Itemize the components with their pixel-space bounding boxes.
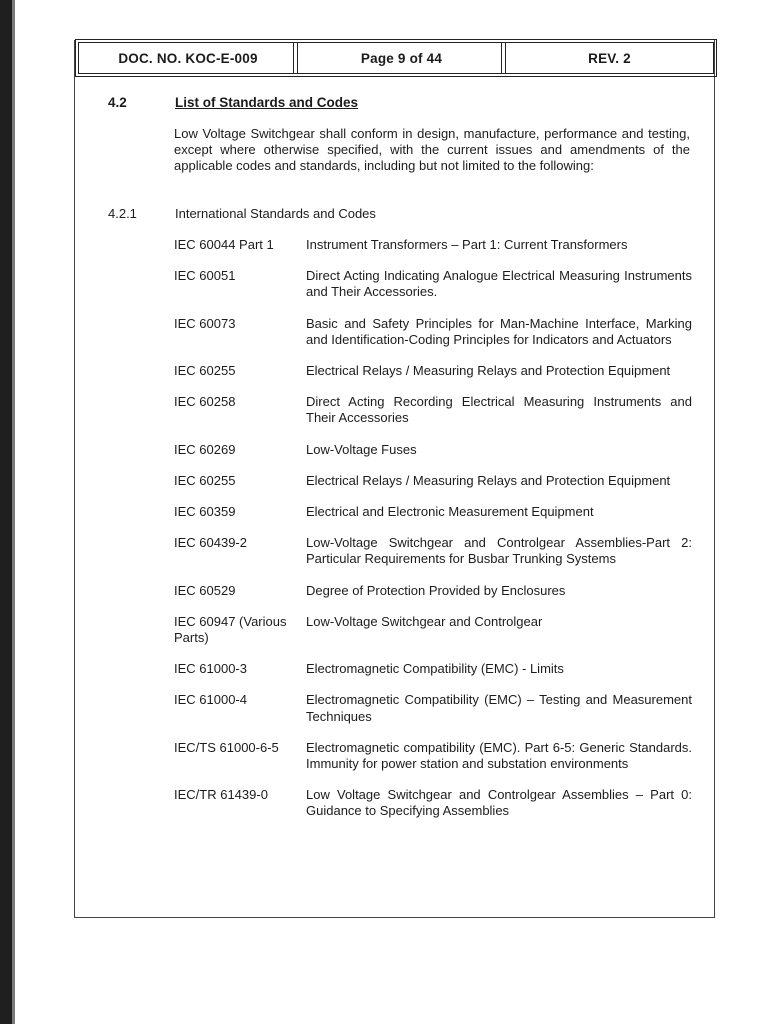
standard-description: Electromagnetic Compatibility (EMC) – Testing and Measurement Techniques: [306, 692, 692, 724]
subsection-title: International Standards and Codes: [175, 206, 376, 221]
doc-number-cell: DOC. NO. KOC-E-009: [79, 43, 298, 73]
standard-description: Direct Acting Recording Electrical Measuring Instruments and Their Accessories: [306, 394, 692, 426]
scan-edge-shadow: [0, 0, 12, 1024]
standard-row: [174, 583, 692, 599]
section-title: List of Standards and Codes: [175, 95, 359, 110]
revision-cell: REV. 2: [588, 50, 631, 66]
standard-description: Electromagnetic compatibility (EMC). Part 6-5: Generic Standards. Immunity for power station and substation environments: [306, 739, 692, 772]
standard-description: Degree of Protection Provided by Enclosures: [306, 582, 566, 598]
standard-row: [174, 614, 692, 646]
standard-code: IEC 60258: [174, 394, 236, 410]
section-number: 4.2: [108, 95, 127, 110]
standard-row: [174, 268, 692, 300]
standard-description: Low Voltage Switchgear and Controlgear Assemblies – Part 0: Guidance to Specifying Assemblies: [306, 787, 692, 819]
standard-description: Low-Voltage Switchgear and Controlgear Assemblies-Part 2: Particular Requirements for Busbar Trunking Systems: [306, 535, 692, 567]
subsection-number: 4.2.1: [108, 206, 137, 221]
standard-description: Electrical and Electronic Measurement Equipment: [306, 504, 594, 520]
standards-list: [174, 237, 692, 820]
standard-code: IEC 60051: [174, 268, 236, 284]
standard-code: IEC/TS 61000-6-5: [174, 739, 279, 755]
standard-description: Instrument Transformers – Part 1: Current Transformers: [306, 237, 628, 252]
standard-code: IEC 60255: [174, 363, 236, 379]
standard-code: IEC 60529: [174, 582, 236, 598]
standard-code: IEC 60073: [174, 315, 236, 331]
document-header-table: [78, 42, 714, 74]
standard-code: IEC 60439-2: [174, 535, 247, 551]
standard-code: IEC 61000-4: [174, 692, 247, 708]
standard-row: [174, 787, 692, 819]
standard-row: [174, 504, 692, 520]
standard-row: [174, 394, 692, 426]
scan-edge-gradient: [12, 0, 15, 1024]
standard-row: [174, 692, 692, 724]
standard-code: IEC/TR 61439-0: [174, 787, 268, 803]
standard-description: Basic and Safety Principles for Man-Machine Interface, Marking and Identification-Coding Principles for Indicators and Actuators: [306, 315, 692, 347]
standard-code: IEC 60359: [174, 504, 236, 520]
standard-code: IEC 60947 (Various Parts): [174, 613, 287, 646]
standard-description: Low-Voltage Switchgear and Controlgear: [306, 613, 543, 629]
standard-row: [174, 473, 692, 489]
standard-row: [174, 535, 692, 567]
standard-description: Low-Voltage Fuses: [306, 441, 417, 457]
standard-row: [174, 316, 692, 348]
standard-row: [174, 442, 692, 458]
standard-code: IEC 61000-3: [174, 661, 247, 677]
standard-row: [174, 363, 692, 379]
standard-row: [174, 237, 692, 253]
section-intro-paragraph: Low Voltage Switchgear shall conform in design, manufacture, performance and testing, except where otherwise specified, with the current issues and amendments of the applicable codes and standards, including but not limited to the following:: [174, 126, 690, 174]
standard-description: Direct Acting Indicating Analogue Electrical Measuring Instruments and Their Accessories.: [306, 268, 692, 300]
standard-code: IEC 60044 Part 1: [174, 237, 274, 252]
standard-code: IEC 60255: [174, 472, 236, 488]
standard-description: Electromagnetic Compatibility (EMC) - Limits: [306, 661, 564, 677]
page-number-cell: Page 9 of 44: [298, 43, 506, 73]
standard-row: [174, 740, 692, 772]
standard-code: IEC 60269: [174, 441, 236, 457]
standard-description: Electrical Relays / Measuring Relays and Protection Equipment: [306, 363, 671, 379]
standard-row: [174, 661, 692, 677]
standard-description: Electrical Relays / Measuring Relays and Protection Equipment: [306, 472, 671, 488]
